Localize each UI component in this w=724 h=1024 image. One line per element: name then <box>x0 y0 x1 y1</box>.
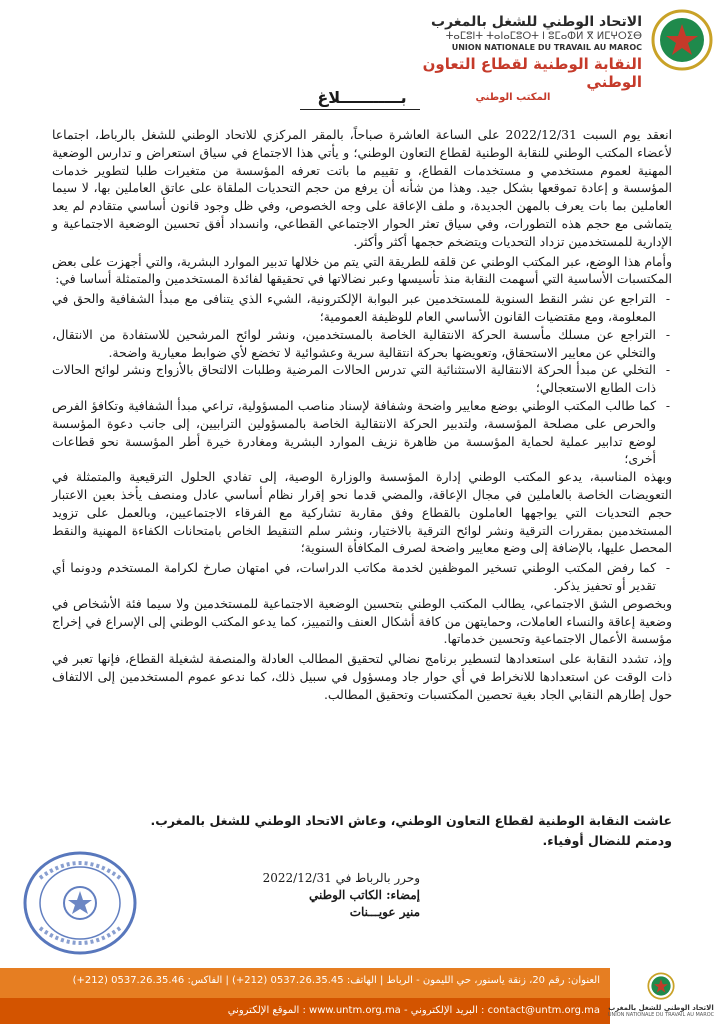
paragraph-intro: انعقد يوم السبت 2022/12/31 على الساعة العاشرة صباحاً، بالمقر المركزي للاتحاد الوطني للشغل بالرباط، اجتماعا لأعضاء المكتب الوطني للنقابة الوطنية لقطاع التعاون الوطني؛ و يأتي هذا الاجتماع في سياق استعراض و تدارس الوضعية المهنية لعموم مستخدمي و مستخدمات القطاع، و تقييم ما باتت تعرفه المؤسسة من متغيرات طلبا لتطوير خدمات المؤسسة و إعادة تموقعها بشكل جيد. وهذا من شأنه أن يرفع من حجم التحديات الملقاة على عاتق العاملين بها، لا سيما العاملين بما بات يعرف بالمهن الجديدة، و ملف الإعاقة على وجه الخصوص، وفي ظل وجود قانون أساسي متقادم لم يعد يتماشى مع حجم هذه التطورات، وفي سياق تعثر الحوار الاجتماعي القطاعي، وانسداد أفق تحسين الوضعية الاجتماعية و الإدارية للمستخدمين تزداد التحديات ويتضخم حجمها أكثر وأكثر. <box>52 127 673 249</box>
footer <box>0 968 724 1024</box>
list-item: - التراجع عن نشر النقط السنوية للمستخدمين عبر البوابة الإلكترونية، الشيء الذي يتنافى مع مبدأ الشفافية والحق في المعلومة، ومع مقتضيات القانون الأساسي العام للوظيفة العمومية؛ <box>52 290 656 326</box>
letterhead <box>384 8 714 103</box>
footer-logo-ar: الاتحاد الوطني للشغل بالمغرب <box>608 1004 714 1012</box>
org-name-ar: الاتحاد الوطني للشغل بالمغرب <box>431 14 642 30</box>
union-logo-icon <box>647 972 675 1000</box>
footer-address: العنوان: رقم 20، زنقة ياسنور، حي الليمون - الرباط | الهاتف: 0537.26.35.45 (212+) | الفاكس: 0537.26.35.46 (212+) <box>72 975 600 986</box>
office-name: المكتب الوطني <box>475 92 551 103</box>
list-item: - التراجع عن مسلك مأسسة الحركة الانتقالية الخاصة بالمستخدمين، ونشر لوائح المرشحين للاستفادة من الانتقال، والتخلي عن معايير الاستحقاق، وتعويضها بحركة انتقالية سرية وعشوائية لا تخضع لأي ضوابط معيارية واضحة. <box>52 326 656 362</box>
footer-contact-bar <box>0 998 610 1024</box>
paragraph-concern: وأمام هذا الوضع، عبر المكتب الوطني عن قلقه للطريقة التي يتم من خلالها تدبير الموارد البشرية، والتي أجهزت على بعض المكتسبات الأساسية التي أسهمت النقابة منذ تأسيسها وعبر نضالاتها في تحقيقها لفائدة المستخدمين والمتمثلة أساسا في: <box>52 253 672 287</box>
footer-address-bar <box>0 968 610 998</box>
list-item: - التخلي عن مبدأ الحركة الانتقالية الاستثنائية التي تدرس الحالات المرضية وطلبات الالتحاق بالأزواج ونشر لوائح الحالات ذات الطابع الاستعجالي؛ <box>52 361 656 397</box>
paragraph-demands: وبهذه المناسبة، يدعو المكتب الوطني إدارة المؤسسة والوزارة الوصية، إلى تفادي الحلول الترقيعية والمتمثلة في التعويضات الخاصة بالعاملين في مجال الإعاقة، والمضي قدما نحو إقرار نظام أساسي عادل ومنصف يأخذ بعين الاعتبار حجم التحديات التي يواجهها العاملون بالقطاع وفق مقاربة تشاركية مع الفرقاء الاجتماعيين، وبالعمل على تزويد المستخدمين بمقررات الترقية ونشر لوائح الترقية بالاختيار، ونشر سلم التنقيط الخاص بامتحانات الكفاءة المهنية والنقط المحصل عليها، بالإضافة إلى وضع معايير واضحة لصرف المكافأة السنوية؛ <box>52 469 672 556</box>
sign-label: إمضاء: الكاتب الوطني <box>308 888 420 902</box>
org-name-fr: UNION NATIONALE DU TRAVAIL AU MAROC <box>451 43 642 52</box>
paragraph-conclusion: وإذ، تشدد النقابة على استعدادها لتسطير برنامج نضالي لتحقيق المطالب العادلة والمنصفة لشغيلة القطاع، فإنها تعبر في ذات الوقت عن استعدادها للانخراط في أي حوار جاد ومسؤول في سبيل ذلك، كما ندعو عموم المستخدمين إلى الالتفاف حول إطارهم النقابي الجاد بغية تحصين المكتسبات وتحقيق المطالب. <box>52 651 672 702</box>
paragraph-social: وبخصوص الشق الاجتماعي، يطالب المكتب الوطني بتحسين الوضعية الاجتماعية للمستخدمين ولا سيما فئة الأشخاص في وضعية إعاقة والنساء العاملات، وحمايتهن من كافة أشكال العنف والتمييز، كما يدعو المكتب الوطني إلى الإسراع في إخراج مؤسسة الأعمال الاجتماعية وتحسين خدماتها. <box>52 595 672 647</box>
footer-logo <box>606 972 716 1022</box>
official-stamp-icon <box>20 848 140 958</box>
footer-logo-fr: UNION NATIONALE DU TRAVAIL AU MAROC <box>607 1012 715 1018</box>
union-name: النقابة الوطنية لقطاع التعاون الوطني <box>422 55 642 91</box>
signature-block <box>160 870 420 921</box>
closing-line: ودمتم للنضال أوفياء. <box>542 833 672 848</box>
list-item: - كما طالب المكتب الوطني بوضع معايير واضحة وشفافة لإسناد مناصب المسؤولية، تراعي مبدأ الشفافية وتكافؤ الفرص والحرص على مصلحة المؤسسة، ولتدبير الحركة الانتقالية الخاصة بالمسؤولين الترابيين، إلى جانب دعوة المؤسسة لوضع تدابير عملية لحماية المؤسسة من ظاهرة نزيف الموارد البشرية ومغادرة خيرة أطر المؤسسة نحو قطاعات أخرى؛ <box>52 397 656 468</box>
closing-slogan <box>52 811 672 851</box>
list-item: - كما رفض المكتب الوطني تسخير الموظفين لخدمة مكاتب الدراسات، في امتهان صارخ لكرامة المستخدم ودونما أي تقدير أو تحفيز يذكر. <box>52 559 656 595</box>
title-underline <box>300 109 420 110</box>
place-date: وحرر بالرباط في 2022/12/31 <box>262 871 420 885</box>
closing-line: عاشت النقابة الوطنية لقطاع التعاون الوطني، وعاش الاتحاد الوطني للشغل بالمغرب. <box>150 813 672 828</box>
org-name-tifinagh: ⵜⴰⵎⵓⵏⵜ ⵜⴰⵏⴰⵎⵓⵔⵜ ⵏ ⵓⵎⴰⵀⵍ ⴳ ⵍⵎⵖⵔⵉⴱ <box>445 31 642 42</box>
signatory-name: منير عويـــنات <box>349 905 420 919</box>
statement-body <box>52 126 672 706</box>
union-logo-icon <box>650 8 714 72</box>
refusal-list <box>52 559 672 595</box>
page-title: بـــــــــــلاغ <box>317 88 407 107</box>
grievances-list <box>52 290 672 468</box>
footer-contact: contact@untm.org.ma : البريد الإلكتروني - www.untm.org.ma : الموقع الإلكتروني <box>227 1005 600 1016</box>
